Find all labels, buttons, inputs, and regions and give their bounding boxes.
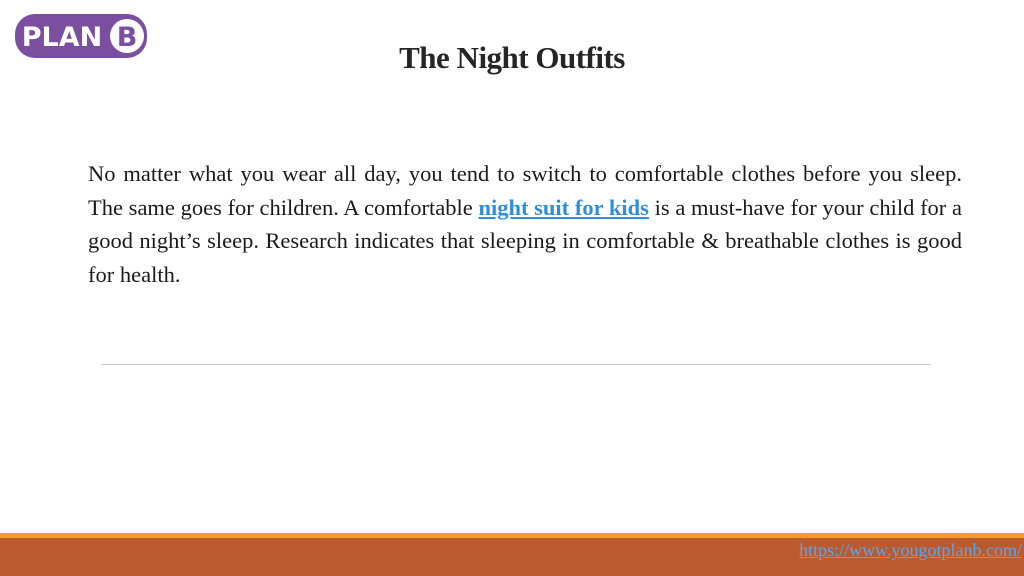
website-link[interactable]: https://www.yougotplanb.com/: [799, 540, 1022, 560]
paragraph-text-after: is a must-have for your child for a good night’s sleep. Research indicates that sleeping in comfortable & breathable clothes is good for health.: [88, 194, 962, 287]
paragraph-text-before: No matter what you wear all day, you tend to switch to comfortable clothes before you sleep. The same goes for children. A comfortable: [88, 161, 962, 220]
logo-text-plan: PLAN: [21, 22, 103, 53]
divider: [101, 364, 931, 365]
body-paragraph: [88, 157, 962, 291]
page-title: The Night Outfits: [399, 40, 625, 75]
logo-text-b: B: [116, 22, 138, 53]
night-suit-link[interactable]: night suit for kids: [478, 194, 649, 220]
